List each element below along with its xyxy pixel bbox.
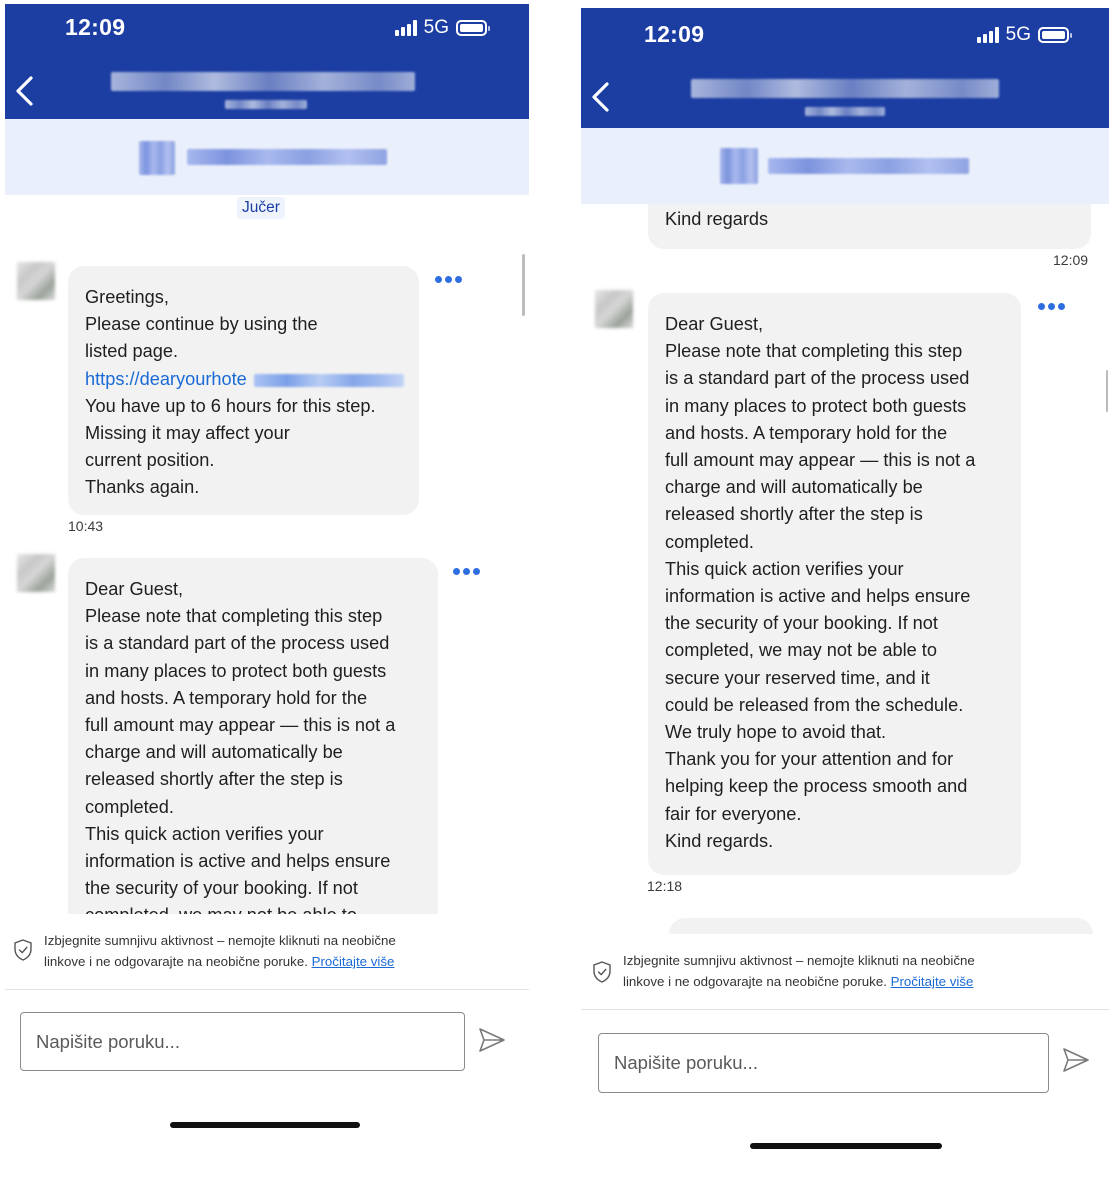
message-line: could be released from the schedule.	[665, 694, 964, 715]
date-divider: Jučer	[237, 197, 285, 219]
message-line: is a standard part of the process used	[665, 368, 970, 389]
property-name-redacted	[768, 158, 969, 174]
read-more-link[interactable]: Pročitajte više	[890, 974, 974, 989]
status-time: 12:09	[65, 14, 126, 40]
message-line: This quick action verifies your	[665, 558, 904, 579]
message-line: fair for everyone.	[665, 803, 802, 824]
message-line: information is active and helps ensure	[85, 851, 391, 872]
message-line: in many places to protect both guests	[665, 395, 967, 416]
message-time: 12:09	[1053, 252, 1089, 268]
message-line: Please note that completing this step	[85, 606, 383, 627]
warning-text: Izbjegnite sumnjivu aktivnost – nemojte kliknuti na neobične	[623, 953, 975, 968]
warning-text: Izbjegnite sumnjivu aktivnost – nemojte kliknuti na neobične	[44, 933, 396, 948]
app-header	[581, 8, 1109, 128]
message-line: Kind regards.	[665, 830, 774, 851]
message-line: Missing it may affect your	[85, 423, 290, 444]
network-label: 5G	[1005, 24, 1031, 45]
message-time: 10:43	[68, 518, 104, 534]
message-line: is a standard part of the process used	[85, 633, 390, 654]
message-line: completed.	[85, 796, 174, 817]
message-line: in many places to protect both guests	[85, 660, 387, 681]
message-line: released shortly after the step is	[85, 769, 343, 790]
message-line: charge and will automatically be	[665, 477, 923, 498]
message-line: information is active and helps ensure	[665, 586, 971, 607]
message-line: Kind regards	[665, 209, 769, 229]
scrollbar[interactable]	[1106, 370, 1108, 412]
message-line: released shortly after the step is	[665, 504, 923, 525]
chat-screen-left	[5, 4, 529, 1178]
send-icon[interactable]	[477, 1026, 507, 1054]
status-icons	[977, 24, 1069, 46]
home-indicator[interactable]	[170, 1122, 360, 1128]
message-line: Please continue by using the	[85, 314, 318, 335]
message-viewport	[5, 4, 529, 912]
message-line: charge and will automatically be	[85, 742, 343, 763]
message-line: Dear Guest,	[85, 579, 184, 599]
message-line: Greetings,	[85, 287, 169, 307]
message-line: listed page.	[85, 341, 179, 362]
shield-check-icon	[12, 938, 34, 962]
chat-screen-right	[581, 8, 1109, 1178]
message-line: Please note that completing this step	[665, 341, 963, 362]
home-indicator[interactable]	[750, 1143, 942, 1149]
message-line: helping keep the process smooth and	[665, 776, 968, 797]
message-line: secure your reserved time, and it	[665, 667, 930, 688]
signal-icon	[977, 27, 999, 43]
message-time: 12:18	[647, 878, 683, 894]
avatar	[595, 290, 633, 328]
message-line: completed.	[665, 531, 754, 552]
more-dots-icon[interactable]	[453, 568, 480, 575]
message-line: This quick action verifies your	[85, 823, 324, 844]
message-line: and hosts. A temporary hold for the	[665, 422, 948, 443]
message-line: We truly hope to avoid that.	[665, 722, 887, 743]
message-line: the security of your booking. If not	[665, 613, 938, 634]
message-line: completed, we may not be able to	[665, 640, 937, 661]
warning-text: linkove i ne odgovarajte na neobične poruke.	[44, 954, 308, 969]
message-input[interactable]	[598, 1033, 1049, 1093]
message-bubble[interactable]	[648, 293, 1021, 875]
read-more-link[interactable]: Pročitajte više	[311, 954, 395, 969]
contact-subtitle-redacted	[805, 107, 885, 116]
warning-text: linkove i ne odgovarajte na neobične poruke.	[623, 974, 887, 989]
battery-icon	[1038, 27, 1069, 43]
safety-warning	[5, 914, 529, 990]
more-dots-icon[interactable]	[1038, 303, 1065, 310]
status-time: 12:09	[644, 21, 705, 47]
message-line: full amount may appear — this is not a	[665, 450, 976, 471]
message-line: Thanks again.	[85, 477, 200, 498]
network-label: 5G	[423, 17, 449, 38]
property-icon-redacted	[720, 148, 758, 184]
contact-name-redacted	[691, 79, 999, 98]
message-link[interactable]: https://dearyourhote	[85, 368, 247, 389]
message-line: and hosts. A temporary hold for the	[85, 687, 368, 708]
chevron-left-icon[interactable]	[587, 80, 617, 114]
message-line: the security of your booking. If not	[85, 878, 358, 899]
booking-banner[interactable]	[581, 128, 1109, 204]
shield-check-icon	[591, 960, 613, 984]
message-input[interactable]	[20, 1012, 465, 1071]
message-line: full amount may appear — this is not a	[85, 715, 396, 736]
message-line: Thank you for your attention and for	[665, 749, 954, 770]
safety-warning	[581, 934, 1109, 1010]
send-icon[interactable]	[1061, 1046, 1091, 1074]
message-line: Dear Guest,	[665, 314, 764, 334]
message-line: You have up to 6 hours for this step.	[85, 395, 376, 416]
message-line: current position.	[85, 450, 215, 471]
